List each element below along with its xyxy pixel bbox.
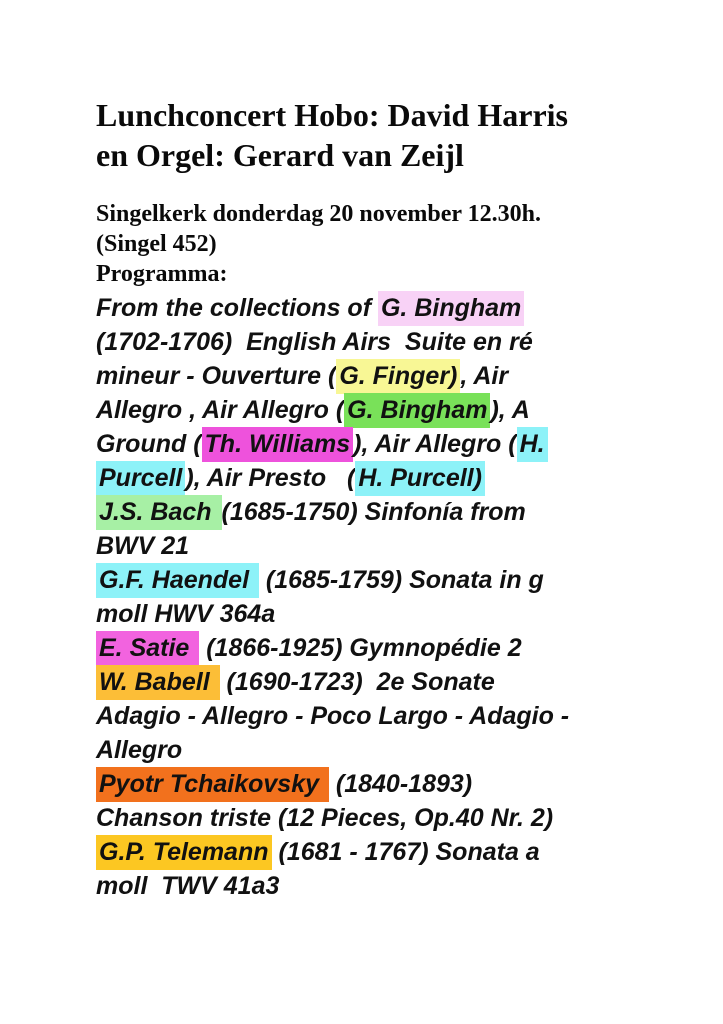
text-segment: (1866-1925) Gymnopédie 2: [199, 634, 522, 662]
program-line: [96, 835, 635, 869]
program-line: [96, 529, 635, 563]
program-line: [96, 427, 635, 461]
program-line: [96, 631, 635, 665]
program-line: [96, 325, 635, 359]
highlighted-name: G. Bingham: [378, 291, 524, 326]
program-line: [96, 665, 635, 699]
highlighted-name: H. Purcell): [355, 461, 485, 496]
highlighted-name: E. Satie: [96, 631, 199, 666]
text-segment: (1685-1750) Sinfonía from: [221, 498, 526, 526]
highlighted-name: W. Babell: [96, 665, 220, 700]
text-segment: Allegro: [96, 736, 183, 764]
text-segment: (1702-1706) English Airs Suite en ré: [96, 328, 533, 356]
program-line: [96, 699, 635, 733]
program-line: [96, 597, 635, 631]
venue-address: (Singel 452): [96, 231, 217, 257]
text-segment: mineur - Ouverture (: [96, 362, 337, 390]
venue-datetime: Singelkerk donderdag 20 november 12.30h.: [96, 201, 541, 227]
page-title-line1: Lunchconcert Hobo: David Harris: [96, 97, 568, 133]
highlighted-name: H.: [517, 427, 548, 462]
program-line: [96, 393, 635, 427]
program-line: [96, 563, 635, 597]
highlighted-name: G. Finger): [336, 359, 460, 394]
highlighted-name: J.S. Bach: [96, 495, 222, 530]
event-details: [96, 199, 635, 289]
text-segment: Chanson triste (12 Pieces, Op.40 Nr. 2): [96, 804, 554, 832]
text-segment: From the collections of: [96, 294, 378, 322]
program-label: Programma:: [96, 261, 228, 287]
text-segment: BWV 21: [96, 532, 190, 560]
program-line: [96, 767, 635, 801]
text-segment: (1840-1893): [328, 770, 473, 798]
text-segment: Ground (: [96, 430, 202, 458]
program-line: [96, 495, 635, 529]
program-line: [96, 291, 635, 325]
program-line: [96, 801, 635, 835]
page-title: [96, 95, 635, 175]
program-line: [96, 869, 635, 903]
text-segment: ), A: [490, 396, 530, 424]
text-segment: ), Air Allegro (: [353, 430, 517, 458]
text-segment: moll HWV 364a: [96, 600, 276, 628]
highlighted-name: G.F. Haendel: [96, 563, 259, 598]
highlighted-name: Pyotr Tchaikovsky: [96, 767, 329, 802]
page-title-line2: en Orgel: Gerard van Zeijl: [96, 137, 464, 173]
highlighted-name: Th. Williams: [202, 427, 354, 462]
highlighted-name: Purcell: [96, 461, 185, 496]
highlighted-name: G.P. Telemann: [96, 835, 272, 870]
text-segment: (1685-1759) Sonata in g: [258, 566, 544, 594]
text-segment: Allegro , Air Allegro (: [96, 396, 345, 424]
program-line: [96, 461, 635, 495]
program-line: [96, 359, 635, 393]
text-segment: ), Air Presto (: [185, 464, 356, 492]
program-text: [96, 291, 635, 903]
text-segment: (1690-1723) 2e Sonate: [219, 668, 495, 696]
text-segment: (1681 - 1767) Sonata a: [271, 838, 540, 866]
text-segment: , Air: [460, 362, 509, 390]
text-segment: Adagio - Allegro - Poco Largo - Adagio -: [96, 702, 570, 730]
highlighted-name: G. Bingham: [344, 393, 490, 428]
text-segment: moll TWV 41a3: [96, 872, 280, 900]
program-line: [96, 733, 635, 767]
